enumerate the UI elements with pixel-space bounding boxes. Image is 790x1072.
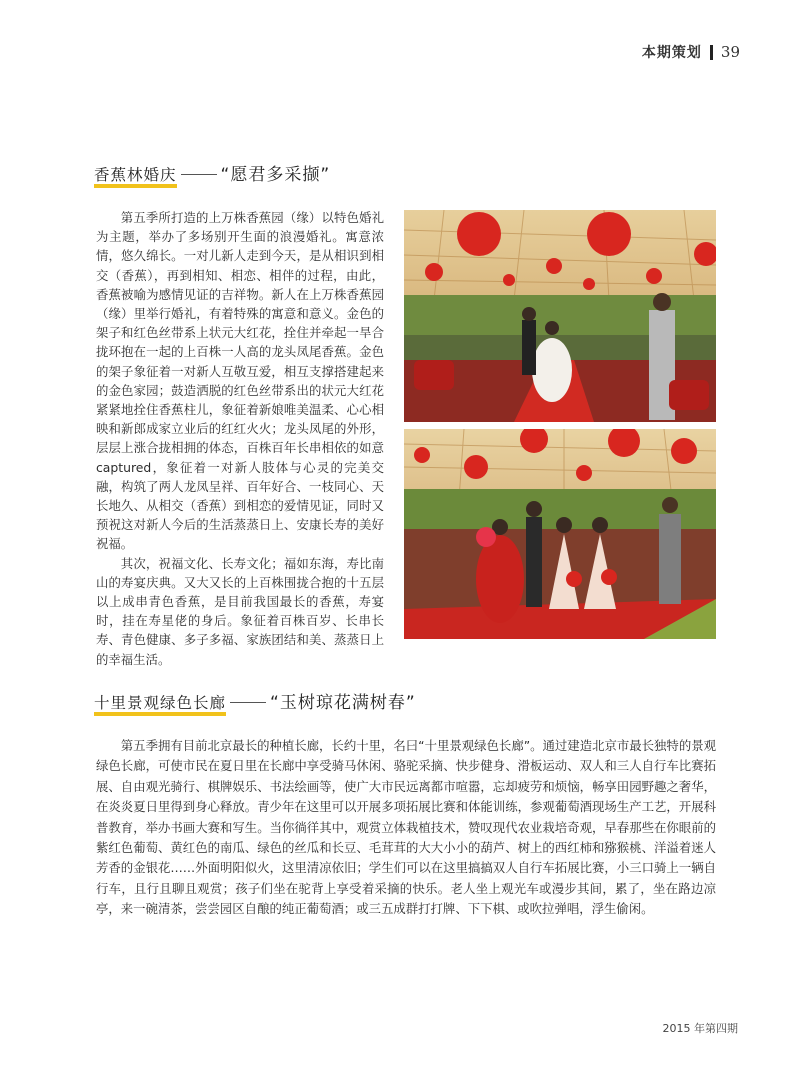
section1-title: 香蕉林婚庆 [94, 163, 177, 188]
section1-body [96, 208, 384, 669]
section2-paragraph-1: 第五季拥有目前北京最长的种植长廊，长约十里，名曰“十里景观绿色长廊”。通过建造北京市最长独特的景观绿色长廊，可使市民在夏日里在长廊中享受骑马休闲、骆驼采摘、快步健身、滑板运动、双人和三人自行车比赛拓展、自由观光骑行、棋牌娱乐、书法绘画等，使广大市民远离都市喧嚣，忘却疲劳和烦恼，畅享田园野趣之奢华，在炎炎夏日里得到身心释放。青少年在这里可以开展多项拓展比赛和体能训练，参观葡萄酒现场生产工艺，开展科普教育，举办书画大赛和写生。当你徜徉其中，观赏立体栽植技术，赞叹现代农业栽培奇观，早春那些在你眼前的紫红色葡萄、黄红色的南瓜、绿色的丝瓜和长豆、毛茸茸的大大小小的葫芦、树上的西红柿和猕猴桃、洋溢着迷人芳香的金银花……外面明阳似火，这里清凉依旧；学生们可以在这里搞搞双人自行车拓展比赛，小三口骑上一辆自行车，且行且聊且观赏；孩子们坐在驼背上享受着采摘的快乐。老人坐上观光车或漫步其间，累了，坐在路边凉亭，来一碗清茶，尝尝园区自酿的纯正葡萄酒；或三五成群打打牌、下下棋、或吹拉弹唱，浮生偷闲。 [96, 738, 716, 917]
section2-title: 十里景观绿色长廊 [94, 691, 226, 716]
page-header [642, 42, 740, 62]
section1-paragraph-1: 第五季所打造的上万株香蕉园（缘）以特色婚礼为主题，举办了多场别开生面的浪漫婚礼。寓意浓情，悠久绵长。一对儿新人走到今天，是从相识到相交（香蕉），再到相知、相恋、相伴的过程，由此，香蕉被喻为感情见证的吉祥物。新人在上万株香蕉园（缘）里举行婚礼，有着特殊的寓意和意义。金色的架子和红色丝带系上状元大红花，拴住并牵起一旱合拢环抱在一起的上百株一人高的龙头凤尾香蕉。金色的架子象征着一对新人互敬互爱，相互支撑搭建起来的金色家园；鼓造洒脱的红色丝带系出的状元大红花紧紧地拴住香蕉柱儿，象征着新娘唯美温柔、心心相映和新郎成家立业后的红红火火；龙头凤尾的外形，层层上涨合拢相拥的体态，百株百年长串相依的如意captured，象征着一对新人肢体与心灵的完美交融，构筑了两人龙凤呈祥、百年好合、一枝同心、天长地久、从相交（香蕉）到相恋的爱情见证，同时又预祝这对新人今后的生活蒸蒸日上、安康长寿的美好祝福。 [96, 210, 384, 552]
section1-title-dash [181, 174, 217, 175]
header-section-label: 本期策划 [641, 45, 702, 61]
page-number: 39 [720, 43, 740, 61]
issue-footer: 2015 年第四期 [662, 1022, 738, 1035]
wedding-photo-2 [404, 429, 716, 639]
section2-body [96, 736, 716, 920]
wedding-photo-2-image [404, 429, 716, 639]
section2-subtitle: “玉树琼花满树春” [270, 693, 416, 713]
wedding-photo-1-image [404, 210, 716, 422]
section2-heading [94, 688, 416, 716]
wedding-photo-1 [404, 210, 716, 422]
section1-heading [94, 160, 330, 188]
section2-title-dash [230, 702, 266, 703]
header-divider [710, 45, 713, 60]
section1-subtitle: “愿君多采撷” [220, 165, 331, 185]
section1-paragraph-2: 其次，祝福文化、长寿文化；福如东海，寿比南山的寿宴庆典。又大又长的上百株围拢合抱的十五层以上成串青色香蕉，是目前我国最长的香蕉，寿宴时，挂在寿星佬的身后。象征着百株百岁、长串长寿、青色健康、多子多福、家族团结和美、蒸蒸日上的幸福生活。 [96, 555, 384, 667]
